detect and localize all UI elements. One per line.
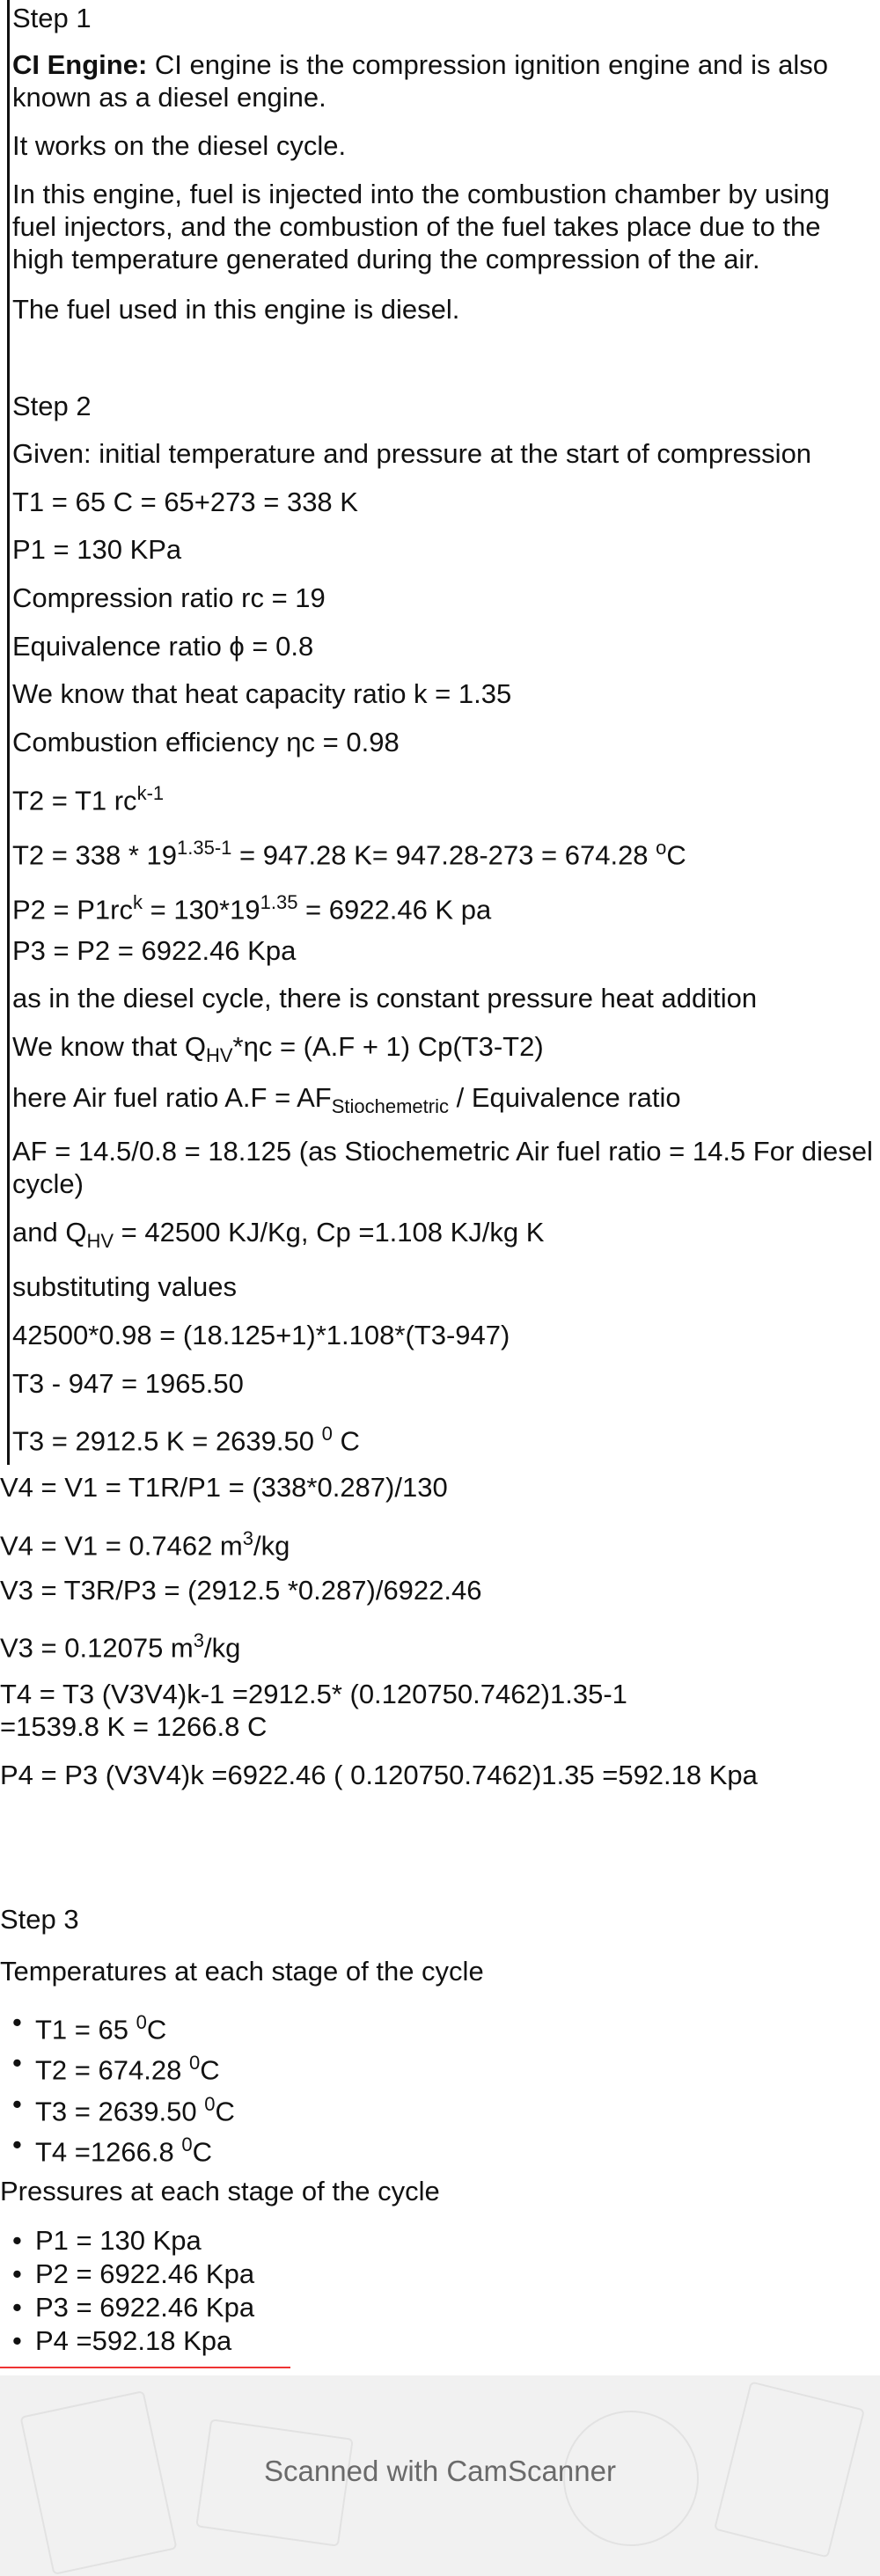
list-item: • T4 =1266.8 $^0$C	[35, 2128, 235, 2169]
v3-formula: V3 = T3R/P3 = (2912.5 *0.287)/6922.46	[0, 1575, 482, 1606]
step2-p1: P1 = 130 KPa	[12, 534, 182, 565]
step2-t2-formula: T2 = T1 $rc^{k-1}$	[12, 782, 165, 816]
step1-paragraph-4: The fuel used in this engine is diesel.	[12, 294, 460, 325]
step1-paragraph-3: In this engine, fuel is injected into the combustion chamber by using fuel injectors, and the combustion of the fuel takes place due to the high temperature generated during the compression of the air.	[12, 179, 830, 274]
step1-ci-definition	[12, 48, 879, 113]
p4-calculation: P4 = P3 (V3V4)k =6922.46 ( 0.120750.7462)1.35 =592.18 Kpa	[0, 1760, 758, 1790]
step2-equation-2: T3 - 947 = 1965.50	[12, 1368, 244, 1399]
list-item: • T2 = 674.28 $^0$C	[35, 2046, 235, 2087]
step2-equation-1: 42500*0.98 = (18.125+1)*1.108*(T3-947)	[12, 1320, 510, 1350]
step2-title: Step 2	[12, 391, 92, 421]
step2-air-fuel-ratio: here Air fuel ratio $A.F = AF_{Stiochemetric}$ / Equivalence ratio	[12, 1082, 681, 1118]
temperatures-list	[0, 2006, 235, 2169]
ci-engine-label: CI Engine:	[12, 49, 148, 80]
step1-paragraph-2: It works on the diesel cycle.	[12, 130, 347, 161]
step2-af-value: AF = 14.5/0.8 = 18.125 (as Stiochemetric Air fuel ratio = 14.5 For diesel cycle)	[12, 1136, 873, 1199]
v4-formula: V4 = V1 = T1R/P1 = (338*0.287)/130	[0, 1472, 448, 1503]
list-item: • T1 = 65 $^0$C	[35, 2006, 235, 2046]
page-edge-rule	[0, 2367, 290, 2368]
step2-p3-value: P3 = P2 = 6922.46 Kpa	[12, 935, 297, 966]
camscanner-footer	[0, 2375, 880, 2576]
step1-title: Step 1	[12, 3, 92, 33]
list-item: • P4 =592.18 Kpa	[35, 2324, 254, 2358]
step2-equivalence-ratio: Equivalence ratio ϕ = 0.8	[12, 631, 314, 662]
list-item: • P3 = 6922.46 Kpa	[35, 2291, 254, 2324]
step2-constant-pressure-note: as in the diesel cycle, there is constant pressure heat addition	[12, 983, 758, 1014]
step2-heat-capacity-ratio: We know that heat capacity ratio k = 1.35	[12, 678, 512, 709]
step2-t3-value: T3 = 2912.5 K = 2639.50 $^0$ C	[12, 1423, 360, 1457]
step2-t1: T1 = 65 C = 65+273 = 338 K	[12, 487, 358, 517]
pressures-heading: Pressures at each stage of the cycle	[0, 2176, 440, 2206]
left-margin-rule	[7, 0, 10, 1465]
t4-calculation: T4 = T3 (V3V4)k-1 =2912.5* (0.120750.7462)1.35-1 =1539.8 K = 1266.8 C	[0, 1679, 627, 1742]
ci-engine-text: CI engine is the compression ignition engine and is also known as a diesel engine.	[12, 49, 829, 113]
step2-given: Given: initial temperature and pressure at the start of compression	[12, 438, 812, 469]
step2-p2-value: $P2 = P1rc^k = 130*19^{1.35} = 6922.46$ K pa	[12, 891, 492, 926]
step2-substituting: substituting values	[12, 1271, 238, 1302]
list-item: • T3 = 2639.50 $^0$C	[35, 2088, 235, 2128]
step2-qhv-cp: and $Q_{HV} = 42500$ KJ/Kg, Cp =1.108 KJ/kg K	[12, 1217, 545, 1253]
v4-value: V4 = V1 = 0.7462 $m^3/kg$	[0, 1527, 290, 1562]
pressures-list	[0, 2224, 254, 2358]
temperatures-heading: Temperatures at each stage of the cycle	[0, 1956, 484, 1987]
step2-heat-balance: We know that $Q_{HV}*\eta c = (A.F + 1)$ Cp(T3-T2)	[12, 1031, 544, 1067]
list-item: • P1 = 130 Kpa	[35, 2224, 254, 2258]
step3-title: Step 3	[0, 1904, 79, 1935]
step2-t2-value: $T2 = 338 * 19^{1.35-1} = 947.28$ K= 947.28-273 = 674.28 $^o$C	[12, 837, 686, 871]
step2-compression-ratio: Compression ratio rc = 19	[12, 582, 326, 613]
list-item: • P2 = 6922.46 Kpa	[35, 2258, 254, 2291]
v3-value: V3 = 0.12075 $m^3/kg$	[0, 1629, 241, 1664]
step2-combustion-efficiency: Combustion efficiency ηc = 0.98	[12, 727, 400, 757]
camscanner-watermark: Scanned with CamScanner	[264, 2455, 616, 2487]
